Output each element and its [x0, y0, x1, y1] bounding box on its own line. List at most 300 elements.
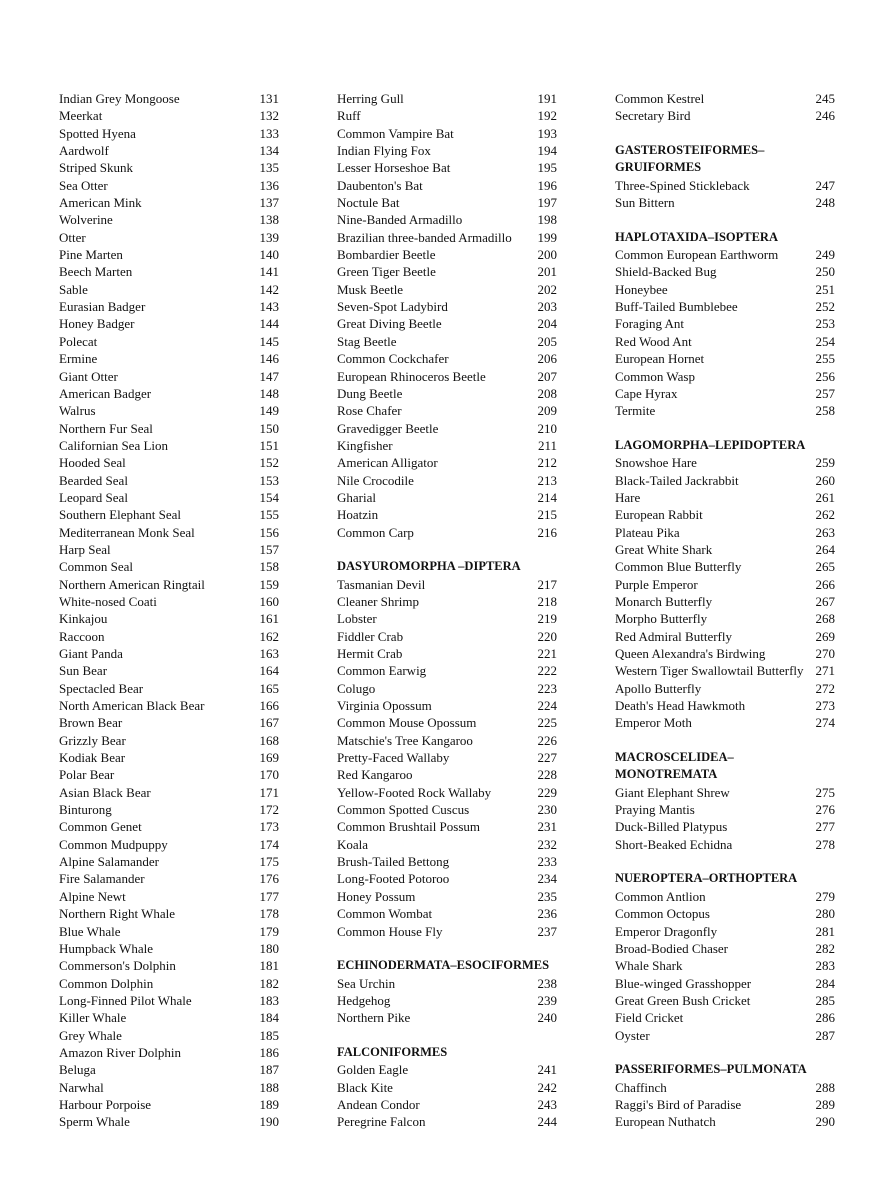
entry-name: Peregrine Falcon — [337, 1114, 426, 1130]
entry-page-number: 284 — [815, 975, 835, 991]
entry-page-number: 224 — [537, 698, 557, 714]
entry-page-number: 175 — [259, 854, 279, 870]
entry-name: Common Mouse Opossum — [337, 715, 477, 731]
entry-name: Walrus — [59, 403, 96, 419]
entry-page-number: 131 — [259, 91, 279, 106]
entry-name: Plateau Pika — [615, 524, 680, 540]
index-entry — [59, 524, 279, 541]
entry-page-number: 210 — [537, 420, 557, 436]
entry-page-number: 206 — [537, 351, 557, 367]
index-entry — [337, 1061, 557, 1078]
index-entry — [615, 714, 835, 731]
index-entry — [337, 194, 557, 211]
index-entry — [337, 437, 557, 454]
index-entry — [59, 749, 279, 766]
entry-page-number: 192 — [537, 108, 557, 124]
entry-name: Great Green Bush Cricket — [615, 992, 751, 1008]
entry-name: Red Wood Ant — [615, 333, 692, 349]
entry-name: Humpback Whale — [59, 940, 153, 956]
entry-page-number: 197 — [537, 195, 557, 211]
entry-name: Hedgehog — [337, 992, 391, 1008]
index-entry — [59, 593, 279, 610]
entry-page-number: 182 — [259, 975, 279, 991]
index-column-2 — [337, 90, 557, 1131]
index-entry — [337, 263, 557, 280]
entry-name: Honeybee — [615, 281, 668, 297]
entry-page-number: 250 — [815, 264, 835, 280]
entry-name: Gravedigger Beetle — [337, 420, 439, 436]
entry-name: Common Wasp — [615, 368, 695, 384]
index-entry — [59, 662, 279, 679]
index-entry — [337, 90, 557, 107]
index-entry — [615, 402, 835, 419]
index-entry — [615, 836, 835, 853]
index-entry — [59, 1079, 279, 1096]
entry-name: Nine-Banded Armadillo — [337, 212, 463, 228]
section-spacer — [615, 732, 835, 749]
entry-page-number: 185 — [259, 1027, 279, 1043]
index-entry — [337, 853, 557, 870]
index-entry — [615, 298, 835, 315]
entry-name: Californian Sea Lion — [59, 437, 169, 453]
index-entry — [59, 870, 279, 887]
index-entry — [615, 662, 835, 679]
index-entry — [615, 576, 835, 593]
entry-name: Sun Bittern — [615, 195, 675, 211]
entry-name: Foraging Ant — [615, 316, 684, 332]
entry-page-number: 237 — [537, 923, 557, 939]
entry-page-number: 161 — [259, 611, 279, 627]
entry-name: Noctule Bat — [337, 195, 400, 211]
index-entry — [337, 714, 557, 731]
entry-name: Matschie's Tree Kangaroo — [337, 732, 473, 748]
entry-page-number: 156 — [259, 524, 279, 540]
entry-name: Emperor Dragonfly — [615, 923, 718, 939]
index-entry — [337, 992, 557, 1009]
index-entry — [59, 818, 279, 835]
index-entry — [59, 576, 279, 593]
entry-name: Stag Beetle — [337, 333, 397, 349]
entry-page-number: 167 — [259, 715, 279, 731]
entry-name: Mediterranean Monk Seal — [59, 524, 195, 540]
section-spacer — [337, 541, 557, 558]
entry-page-number: 232 — [537, 836, 557, 852]
index-entry — [337, 680, 557, 697]
entry-page-number: 166 — [259, 698, 279, 714]
index-entry — [337, 801, 557, 818]
entry-name: Alpine Salamander — [59, 854, 159, 870]
entry-page-number: 236 — [537, 906, 557, 922]
entry-page-number: 189 — [259, 1096, 279, 1112]
index-entry — [59, 714, 279, 731]
entry-page-number: 171 — [259, 784, 279, 800]
section-spacer — [615, 125, 835, 142]
entry-name: Common Vampire Bat — [337, 125, 454, 141]
entry-name: Common House Fly — [337, 923, 443, 939]
entry-page-number: 159 — [259, 576, 279, 592]
index-entry — [615, 905, 835, 922]
index-entry — [337, 628, 557, 645]
entry-name: Chaffinch — [615, 1079, 667, 1095]
entry-page-number: 258 — [815, 403, 835, 419]
entry-name: European Nuthatch — [615, 1114, 716, 1130]
entry-page-number: 223 — [537, 680, 557, 696]
entry-name: Alpine Newt — [59, 888, 126, 904]
entry-name: Striped Skunk — [59, 160, 134, 176]
entry-name: Bombardier Beetle — [337, 247, 436, 263]
section-spacer — [615, 211, 835, 228]
index-entry — [337, 1113, 557, 1130]
index-entry — [337, 662, 557, 679]
entry-name: Monarch Butterfly — [615, 593, 713, 609]
entry-page-number: 239 — [537, 992, 557, 1008]
entry-page-number: 177 — [259, 888, 279, 904]
index-entry — [337, 766, 557, 783]
section-spacer — [337, 940, 557, 957]
entry-name: Common Wombat — [337, 906, 433, 922]
index-entry — [615, 489, 835, 506]
entry-name: Common Mudpuppy — [59, 836, 168, 852]
entry-page-number: 238 — [537, 975, 557, 991]
entry-page-number: 257 — [815, 385, 835, 401]
section-heading: GASTEROSTEIFORMES– — [615, 143, 765, 158]
index-entry — [59, 263, 279, 280]
section-heading: GRUIFORMES — [615, 160, 702, 175]
entry-page-number: 204 — [537, 316, 557, 332]
index-entry — [337, 836, 557, 853]
entry-page-number: 172 — [259, 802, 279, 818]
section-spacer — [615, 420, 835, 437]
entry-name: Binturong — [59, 802, 112, 818]
index-entry — [337, 975, 557, 992]
entry-name: European Rabbit — [615, 507, 703, 523]
entry-page-number: 286 — [815, 1010, 835, 1026]
entry-page-number: 195 — [537, 160, 557, 176]
entry-page-number: 169 — [259, 750, 279, 766]
entry-page-number: 174 — [259, 836, 279, 852]
entry-name: Secretary Bird — [615, 108, 691, 124]
index-entry — [59, 957, 279, 974]
entry-name: Shield-Backed Bug — [615, 264, 717, 280]
index-entry — [337, 211, 557, 228]
index-entry — [59, 229, 279, 246]
index-entry — [337, 1079, 557, 1096]
entry-page-number: 153 — [259, 472, 279, 488]
entry-name: Sea Otter — [59, 177, 108, 193]
entry-name: Common Antlion — [615, 888, 706, 904]
entry-page-number: 260 — [815, 472, 835, 488]
entry-name: Common Genet — [59, 819, 142, 835]
index-entry — [615, 263, 835, 280]
entry-name: Pretty-Faced Wallaby — [337, 750, 450, 766]
entry-name: American Badger — [59, 385, 152, 401]
entry-page-number: 133 — [259, 125, 279, 141]
entry-page-number: 202 — [537, 281, 557, 297]
entry-name: Hare — [615, 489, 641, 505]
entry-page-number: 213 — [537, 472, 557, 488]
index-entry — [615, 645, 835, 662]
section-spacer — [615, 853, 835, 870]
entry-page-number: 220 — [537, 628, 557, 644]
index-entry — [615, 957, 835, 974]
entry-page-number: 203 — [537, 299, 557, 315]
entry-page-number: 235 — [537, 888, 557, 904]
entry-page-number: 188 — [259, 1079, 279, 1095]
entry-page-number: 141 — [259, 264, 279, 280]
entry-page-number: 155 — [259, 507, 279, 523]
entry-name: Field Cricket — [615, 1010, 684, 1026]
index-entry — [337, 888, 557, 905]
entry-page-number: 253 — [815, 316, 835, 332]
index-entry — [59, 506, 279, 523]
entry-name: Herring Gull — [337, 91, 404, 106]
index-entry — [615, 1009, 835, 1026]
index-entry — [615, 697, 835, 714]
entry-name: Raggi's Bird of Paradise — [615, 1096, 742, 1112]
entry-page-number: 138 — [259, 212, 279, 228]
entry-name: Lesser Horseshoe Bat — [337, 160, 451, 176]
entry-page-number: 279 — [815, 888, 835, 904]
index-entry — [59, 836, 279, 853]
entry-name: Virginia Opossum — [337, 698, 432, 714]
entry-name: Oyster — [615, 1027, 650, 1043]
entry-name: Short-Beaked Echidna — [615, 836, 733, 852]
entry-name: Polecat — [59, 333, 98, 349]
section-spacer — [337, 1027, 557, 1044]
entry-name: Musk Beetle — [337, 281, 404, 297]
entry-page-number: 165 — [259, 680, 279, 696]
entry-name: North American Black Bear — [59, 698, 205, 714]
entry-page-number: 132 — [259, 108, 279, 124]
entry-name: Brazilian three-banded Armadillo — [337, 229, 512, 245]
entry-name: Three-Spined Stickleback — [615, 177, 750, 193]
index-entry — [59, 992, 279, 1009]
entry-page-number: 163 — [259, 646, 279, 661]
index-entry — [615, 975, 835, 992]
entry-page-number: 152 — [259, 455, 279, 471]
index-entry — [59, 801, 279, 818]
index-entry — [59, 1044, 279, 1061]
entry-page-number: 268 — [815, 611, 835, 627]
entry-name: Broad-Bodied Chaser — [615, 940, 729, 956]
index-entry — [59, 697, 279, 714]
entry-name: Long-Finned Pilot Whale — [59, 992, 192, 1008]
entry-page-number: 254 — [815, 333, 835, 349]
entry-name: Indian Flying Fox — [337, 143, 431, 159]
entry-name: Eurasian Badger — [59, 299, 146, 315]
entry-name: Beech Marten — [59, 264, 133, 280]
entry-page-number: 264 — [815, 541, 835, 557]
entry-name: Common Carp — [337, 524, 414, 540]
entry-page-number: 134 — [259, 143, 279, 159]
entry-page-number: 140 — [259, 247, 279, 263]
entry-name: European Rhinoceros Beetle — [337, 368, 486, 384]
entry-page-number: 228 — [537, 767, 557, 783]
entry-page-number: 270 — [815, 646, 835, 661]
entry-page-number: 278 — [815, 836, 835, 852]
entry-name: Aardwolf — [59, 143, 109, 159]
entry-page-number: 241 — [537, 1062, 557, 1078]
index-entry — [337, 524, 557, 541]
entry-page-number: 190 — [259, 1114, 279, 1130]
index-entry — [59, 298, 279, 315]
entry-name: Andean Condor — [337, 1096, 420, 1112]
entry-name: Amazon River Dolphin — [59, 1044, 182, 1060]
index-entry — [59, 159, 279, 176]
index-entry — [337, 645, 557, 662]
entry-page-number: 285 — [815, 992, 835, 1008]
entry-page-number: 198 — [537, 212, 557, 228]
entry-page-number: 251 — [815, 281, 835, 297]
index-entry — [337, 697, 557, 714]
entry-name: Colugo — [337, 680, 376, 696]
entry-name: Whale Shark — [615, 958, 683, 974]
index-entry — [615, 784, 835, 801]
entry-page-number: 288 — [815, 1079, 835, 1095]
entry-page-number: 199 — [537, 229, 557, 245]
entry-page-number: 276 — [815, 802, 835, 818]
index-entry — [337, 350, 557, 367]
entry-page-number: 143 — [259, 299, 279, 315]
entry-page-number: 178 — [259, 906, 279, 922]
entry-page-number: 252 — [815, 299, 835, 315]
entry-name: Southern Elephant Seal — [59, 507, 182, 523]
entry-name: Apollo Butterfly — [615, 680, 702, 696]
entry-page-number: 148 — [259, 385, 279, 401]
index-entry — [337, 454, 557, 471]
entry-page-number: 149 — [259, 403, 279, 419]
entry-name: American Mink — [59, 195, 142, 211]
index-entry — [337, 159, 557, 176]
index-entry — [615, 1027, 835, 1044]
entry-name: Common Earwig — [337, 663, 427, 679]
entry-name: Harp Seal — [59, 541, 111, 557]
entry-page-number: 242 — [537, 1079, 557, 1095]
index-entry — [615, 454, 835, 471]
index-entry — [615, 90, 835, 107]
entry-page-number: 135 — [259, 160, 279, 176]
entry-name: Ermine — [59, 351, 98, 367]
entry-page-number: 147 — [259, 368, 279, 384]
entry-name: Emperor Moth — [615, 715, 692, 731]
entry-page-number: 289 — [815, 1096, 835, 1112]
entry-page-number: 176 — [259, 871, 279, 887]
index-entry — [337, 1009, 557, 1026]
entry-name: Northern Pike — [337, 1010, 411, 1026]
entry-page-number: 186 — [259, 1044, 279, 1060]
entry-page-number: 234 — [537, 871, 557, 887]
entry-page-number: 136 — [259, 177, 279, 193]
entry-name: Termite — [615, 403, 656, 419]
index-entry — [59, 142, 279, 159]
entry-name: Giant Elephant Shrew — [615, 784, 730, 800]
index-entry — [615, 992, 835, 1009]
entry-page-number: 267 — [815, 593, 835, 609]
entry-name: Tasmanian Devil — [337, 576, 426, 592]
entry-name: Common Kestrel — [615, 91, 705, 106]
entry-name: Duck-Billed Platypus — [615, 819, 728, 835]
entry-name: Great Diving Beetle — [337, 316, 442, 332]
entry-name: Death's Head Hawkmoth — [615, 698, 746, 714]
index-entry — [59, 281, 279, 298]
entry-page-number: 162 — [259, 628, 279, 644]
index-entry — [59, 454, 279, 471]
entry-page-number: 275 — [815, 784, 835, 800]
entry-page-number: 200 — [537, 247, 557, 263]
entry-page-number: 229 — [537, 784, 557, 800]
entry-page-number: 247 — [815, 177, 835, 193]
index-entry — [59, 315, 279, 332]
entry-name: Praying Mantis — [615, 802, 695, 818]
entry-name: Wolverine — [59, 212, 113, 228]
entry-page-number: 191 — [537, 91, 557, 106]
index-entry — [59, 784, 279, 801]
entry-page-number: 173 — [259, 819, 279, 835]
index-entry — [615, 385, 835, 402]
section-heading: MACROSCELIDEA– — [615, 750, 734, 765]
index-entry — [615, 680, 835, 697]
entry-name: Brush-Tailed Bettong — [337, 854, 450, 870]
entry-page-number: 146 — [259, 351, 279, 367]
index-entry — [337, 610, 557, 627]
index-entry — [615, 628, 835, 645]
entry-page-number: 222 — [537, 663, 557, 679]
index-entry — [615, 940, 835, 957]
entry-name: Common Spotted Cuscus — [337, 802, 470, 818]
entry-name: Grizzly Bear — [59, 732, 126, 748]
entry-name: Koala — [337, 836, 369, 852]
entry-page-number: 227 — [537, 750, 557, 766]
entry-page-number: 208 — [537, 385, 557, 401]
entry-name: European Hornet — [615, 351, 705, 367]
index-entry — [59, 975, 279, 992]
entry-name: Common Seal — [59, 559, 134, 575]
index-entry — [337, 177, 557, 194]
entry-name: Black Kite — [337, 1079, 393, 1095]
entry-page-number: 181 — [259, 958, 279, 974]
section-heading: FALCONIFORMES — [337, 1044, 448, 1059]
entry-name: Common Blue Butterfly — [615, 559, 742, 575]
entry-page-number: 194 — [537, 143, 557, 159]
entry-name: Common Dolphin — [59, 975, 154, 991]
entry-page-number: 256 — [815, 368, 835, 384]
entry-name: Honey Possum — [337, 888, 416, 904]
index-entry — [615, 281, 835, 298]
index-entry — [615, 177, 835, 194]
entry-name: Narwhal — [59, 1079, 104, 1095]
entry-page-number: 212 — [537, 455, 557, 471]
entry-page-number: 158 — [259, 559, 279, 575]
index-entry — [337, 315, 557, 332]
entry-name: Lobster — [337, 611, 377, 627]
index-entry — [615, 610, 835, 627]
entry-page-number: 277 — [815, 819, 835, 835]
index-entry — [615, 350, 835, 367]
entry-name: Pine Marten — [59, 247, 123, 263]
entry-name: Killer Whale — [59, 1010, 127, 1026]
index-entry — [59, 1096, 279, 1113]
entry-name: Giant Panda — [59, 646, 123, 661]
entry-page-number: 280 — [815, 906, 835, 922]
entry-page-number: 265 — [815, 559, 835, 575]
entry-name: Giant Otter — [59, 368, 118, 384]
section-heading: ECHINODERMATA–ESOCIFORMES — [337, 958, 550, 973]
index-entry — [615, 801, 835, 818]
entry-page-number: 145 — [259, 333, 279, 349]
entry-page-number: 168 — [259, 732, 279, 748]
section-heading: MONOTREMATA — [615, 767, 718, 782]
entry-page-number: 261 — [815, 489, 835, 505]
